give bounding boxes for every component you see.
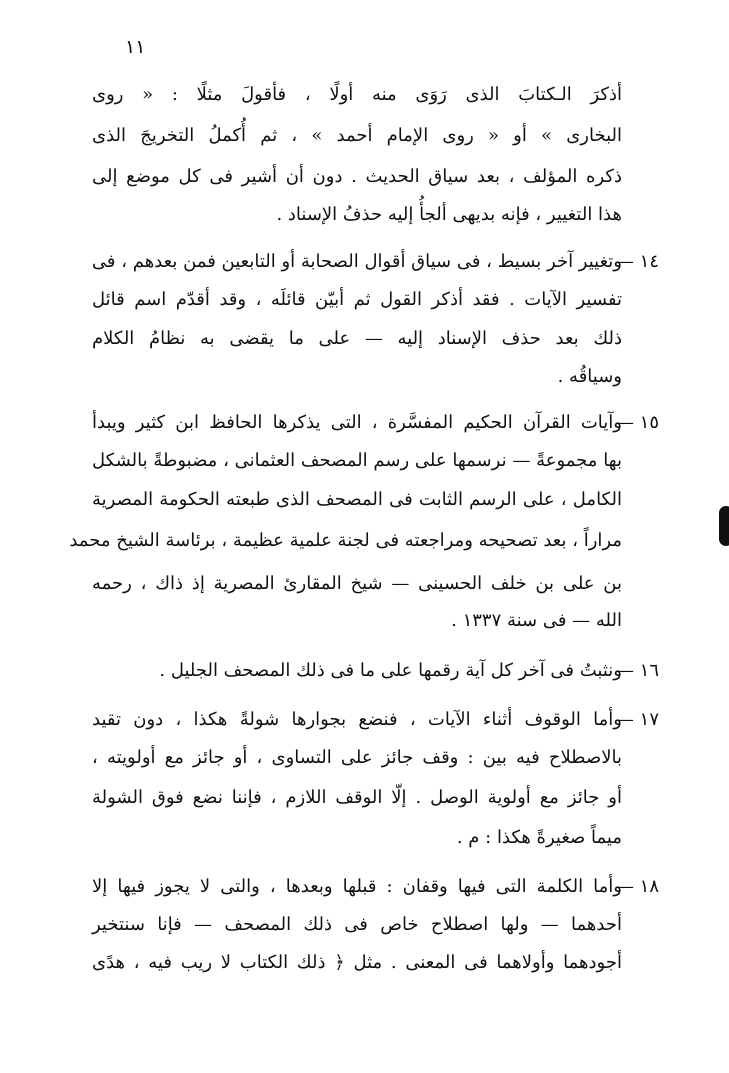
item-number: ١٨ — bbox=[615, 876, 659, 897]
paragraph-line: وأما الكلمة التى فيها وقفان : قبلها وبعدها ، والتى لا يجوز فيها إلا bbox=[92, 876, 622, 897]
item-number: ١٥ — bbox=[615, 412, 659, 433]
item-number: ١٦ — bbox=[615, 660, 659, 681]
paragraph-line: أجودهما وأولاهما فى المعنى . مثل ﴿ ذلك الكتاب لا ريب فيه ، هدًى bbox=[92, 952, 622, 973]
page-number: ١١ bbox=[125, 36, 146, 58]
paragraph-line: بن على بن خلف الحسينى — شيخ المقارئ المصرية إذ ذاك ، رحمه bbox=[92, 573, 622, 594]
paragraph-line: البخارى » أو « روى الإمام أحمد » ، ثم أُكملُ التخريجَ الذى bbox=[92, 125, 622, 146]
paragraph-line: ذلك بعد حذف الإسناد إليه — على ما يقضى به نظامُ الكلام bbox=[92, 328, 622, 349]
paragraph-line: هذا التغيير ، فإنه بديهى ألجأُ إليه حذفُ الإسناد . bbox=[276, 204, 622, 225]
paragraph-line: مراراً ، بعد تصحيحه ومراجعته فى لجنة علمية عظيمة ، برئاسة الشيخ محمد bbox=[69, 530, 622, 551]
paragraph-line: وأما الوقوف أثناء الآيات ، فنضع بجوارها شولةً هكذا ، دون تقيد bbox=[92, 709, 622, 730]
paragraph-line: وتغيير آخر بسيط ، فى سياق أقوال الصحابة أو التابعين فمن بعدهم ، فى bbox=[91, 251, 622, 272]
paragraph-line: الله — فى سنة ١٣٣٧ . bbox=[451, 610, 622, 631]
paragraph-line: الكامل ، على الرسم الثابت فى المصحف الذى طبعته الحكومة المصرية bbox=[92, 489, 622, 510]
paragraph-line: ميماً صغيرةً هكذا : م . bbox=[456, 827, 622, 848]
paragraph-line: تفسير الآيات . فقد أذكر القول ثم أبيّن قائلَه ، وقد أقدّم اسم قائل bbox=[92, 289, 622, 310]
paragraph-line: أو جائز مع أولوية الوصل . إلّا الوقف اللازم ، فإننا نضع فوق الشولة bbox=[92, 787, 622, 808]
paragraph-line: بها مجموعةً — نرسمها على رسم المصحف العثمانى ، مضبوطةً بالشكل bbox=[92, 450, 622, 471]
paragraph-line: أذكرَ الـكتابَ الذى رَوَى منه أولًا ، فأقولَ مثلًا : « روى bbox=[92, 84, 622, 105]
paragraph-line: بالاصطلاح فيه بين : وقف جائز على التساوى ، أو جائز مع أولويته ، bbox=[92, 747, 622, 768]
paragraph-line: وآيات القرآن الحكيم المفسَّرة ، التى يذكرها الحافظ ابن كثير ويبدأ bbox=[92, 412, 622, 433]
paragraph-line: ونثبتُ فى آخر كل آية رقمها على ما فى ذلك المصحف الجليل . bbox=[159, 660, 622, 681]
item-number: ١٧ — bbox=[615, 709, 659, 730]
item-number: ١٤ — bbox=[615, 251, 659, 272]
paragraph-line: وسياقُه . bbox=[557, 366, 622, 387]
paragraph-line: ذكره المؤلف ، بعد سياق الحديث . دون أن أشير فى كل موضع إلى bbox=[92, 166, 622, 187]
paragraph-line: أحدهما — ولها اصطلاح خاص فى ذلك المصحف — فإنا سنتخير bbox=[92, 914, 622, 935]
scan-edge-mark bbox=[719, 506, 729, 546]
